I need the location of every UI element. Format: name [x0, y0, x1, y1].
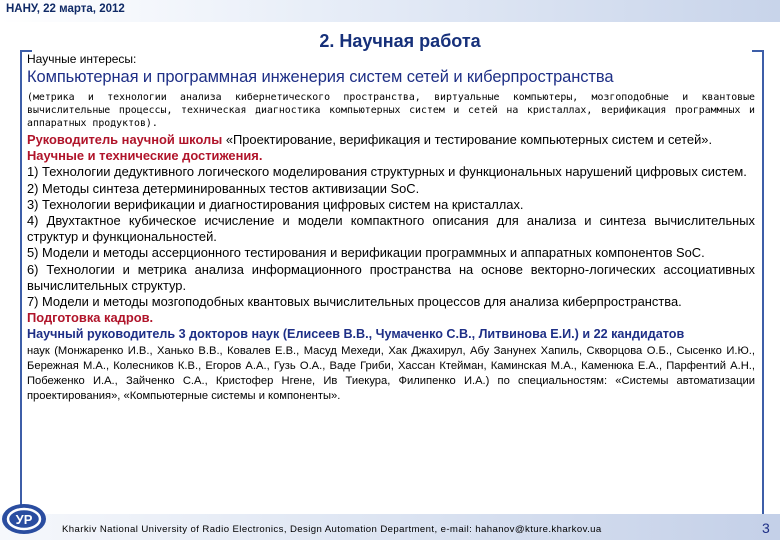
achievement-item: 1) Технологии дедуктивного логического моделирования структурных и функциональных нарушений цифровых систем. — [27, 164, 747, 180]
research-topic: Компьютерная и программная инженерия систем сетей и киберпространства — [27, 68, 614, 86]
achievement-item: 2) Методы синтеза детерминированных тестов активизации SoC. — [27, 180, 420, 196]
school-label: Руководитель научной школы — [27, 132, 223, 147]
page-number: 3 — [762, 520, 770, 536]
school-text: «Проектирование, верификация и тестирование компьютерных систем и сетей». — [225, 132, 713, 147]
interests-label: Научные интересы: — [27, 52, 137, 66]
training-label: Подготовка кадров. — [27, 310, 154, 326]
logo-text: УР — [15, 512, 33, 527]
footer-text: Kharkiv National University of Radio Electronics, Design Automation Department, e-mail: hahanov@kture.kharkov.ua — [62, 524, 602, 535]
page-title: 2. Научная работа — [319, 31, 481, 51]
achievement-item: 5) Модели и методы ассерционного тестирования и верификации программных и аппаратных компонентов SoC. — [27, 245, 705, 261]
header-date: НАНУ, 22 марта, 2012 — [6, 3, 125, 15]
candidates-list: наук (Монжаренко И.В., Ханько В.В., Ковалев Е.В., Масуд Мехеди, Хак Джахирул, Абу Занунех Хапиль, Скворцова О.Б., Сысенко И.Ю., Бережная М.А., Колесников К.В., Егоров А.А., Гузь О.А., Ваде Гриби, Хассан Ктейман, Каминская М.А., Каменюка Е.А., Парфентий А.Н., Побеженко И.А., Зайченко С.А., Кристофер Нгене, Ив Тиекура, Филипенко И.А.) по специальностям: «Системы автоматизации проектирования», «Компьютерные системы и компоненты». — [27, 345, 755, 402]
supervisor-line: Научный руководитель 3 докторов наук (Елисеев В.В., Чумаченко С.В., Литвинова Е.И.) и 22 кандидатов — [27, 327, 685, 342]
school-paragraph — [27, 132, 755, 148]
achievement-item: 6) Технологии и метрика анализа информационного пространства на основе векторно-логических ассоциативных вычислительных структур. — [27, 261, 755, 293]
university-logo-icon — [0, 497, 50, 537]
achievements-label: Научные и технические достижения. — [27, 148, 263, 164]
achievement-item: 3) Технологии верификации и диагностирования цифровых систем на кристаллах. — [27, 196, 524, 212]
achievement-item: 4) Двухтактное кубическое исчисление и модели компактного описания для анализа и синтеза вычислительных структур и функциональностей. — [27, 213, 755, 245]
achievement-item: 7) Модели и методы мозгоподобных квантовых вычислительных процессов для анализа киберпространства. — [27, 294, 682, 310]
main-content — [27, 52, 755, 404]
research-subtopic: (метрика и технологии анализа кибернетического пространства, виртуальные компьютеры, мозгоподобные и квантовые вычислительные процессы, техническая диагностика компьютерных систем и сетей на кристаллах, верификация программных и аппаратных продуктов). — [27, 92, 755, 129]
